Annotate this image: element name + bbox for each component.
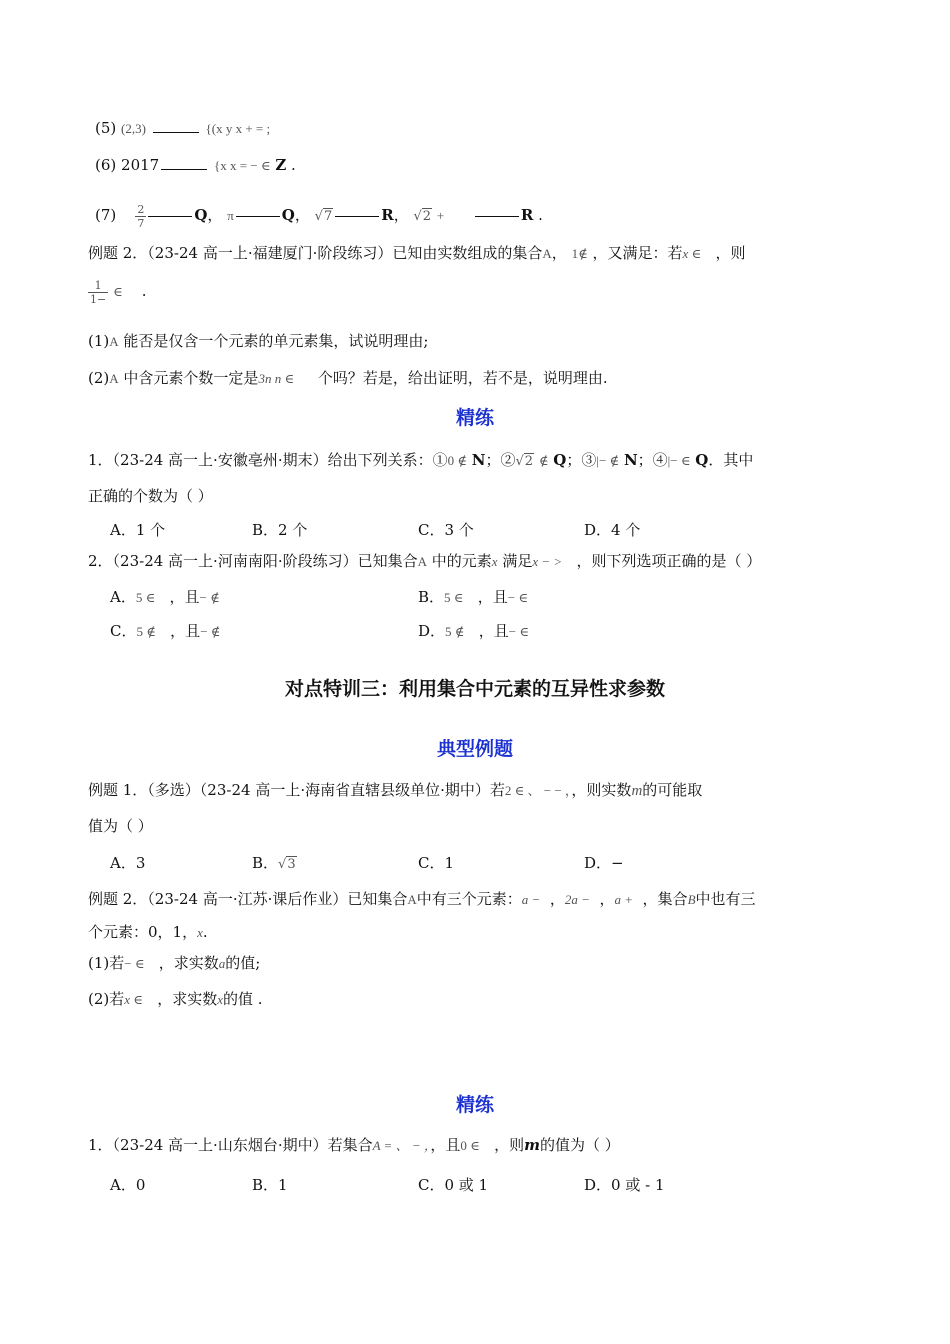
option-d[interactable]	[418, 621, 529, 642]
option-c[interactable]: C．1	[418, 854, 455, 872]
item-7	[95, 200, 543, 232]
condition-math-2: x ∈	[682, 246, 702, 261]
option-text: ，且	[477, 588, 508, 606]
not-element-symbol: ∉	[538, 453, 549, 468]
fraction-2-7	[135, 203, 146, 230]
naturals-symbol: N	[623, 451, 638, 469]
element-of-symbol: ∈	[113, 284, 123, 299]
practice-3-text: 1．（23-24 高一上·山东烟台·期中）若集合	[88, 1136, 373, 1154]
answer-blank	[475, 216, 519, 217]
fraction-denominator: 1−	[90, 292, 107, 306]
radicand: 2	[422, 209, 432, 224]
sqrt-2: √2	[515, 454, 534, 469]
set-math: 2 ∈ 、 − − ，	[504, 783, 572, 798]
plus-sign: +	[436, 208, 445, 223]
option-d[interactable]: D．0 或 - 1	[584, 1176, 665, 1194]
pi-symbol: π	[227, 208, 234, 223]
option-b[interactable]	[418, 587, 528, 608]
practice-2-text: 2．（23-24 高一上·河南南阳·阶段练习）已知集合	[88, 552, 418, 570]
radicand: 2	[524, 454, 534, 469]
option-a[interactable]: A．0	[110, 1176, 146, 1194]
item-6	[95, 155, 296, 176]
example-2-question-1	[88, 331, 428, 352]
option-math-1: 5 ∉	[445, 624, 465, 639]
variable-m: m	[631, 783, 643, 799]
example-1-text: 例题 1．（多选）（23-24 高一上·海南省直辖县级单位·期中）若	[88, 781, 505, 799]
option-b[interactable]: B．1	[252, 1176, 288, 1194]
example-2b-text: 例题 2．（23-24 高一·江苏·课后作业）已知集合	[88, 890, 408, 908]
condition-math: 0 ∈	[460, 1138, 480, 1153]
rationals-symbol: Q	[281, 206, 295, 224]
practice-2-text-4: ，则下列选项正确的是（ ）	[576, 552, 762, 570]
practice-3-line-1	[88, 1135, 620, 1156]
fraction-numerator: 2	[137, 202, 145, 216]
question-text: 中含元素个数一定是	[123, 369, 259, 387]
item-5-set: {(x y x + = ;	[205, 121, 271, 136]
practice-3-text-4: 的值为（ ）	[539, 1136, 620, 1154]
variable-x: x	[491, 554, 498, 569]
practice-1-line-1	[88, 450, 753, 472]
item-6-set: {x x = − ∈	[214, 158, 271, 173]
option-text: ，且	[169, 588, 200, 606]
rationals-symbol: Q	[695, 451, 709, 469]
fraction-denominator: 7	[137, 216, 145, 230]
variable-m: m	[524, 1136, 540, 1154]
option-math-1: 5 ∈	[135, 590, 156, 605]
answer-blank	[153, 120, 199, 133]
section-heading: 对点特训三：利用集合中元素的互异性求参数	[284, 678, 665, 700]
set-b-symbol: B	[687, 892, 696, 907]
example-2-line-1	[88, 243, 745, 264]
option-b[interactable]	[252, 853, 297, 875]
separator: ，	[207, 206, 223, 224]
answer-blank	[335, 216, 379, 217]
separator: ，	[599, 890, 615, 908]
question-math: x ∈	[124, 992, 143, 1007]
variable-a: a	[218, 956, 226, 971]
fraction-1-over-1-minus	[88, 279, 108, 306]
example-2-text-3: ，则	[715, 244, 746, 262]
separator: ，	[549, 890, 565, 908]
radicand: 3	[287, 857, 296, 872]
option-b[interactable]: B．2 个	[252, 521, 308, 539]
heading-practice: 精练	[455, 407, 494, 429]
example-1-text-3: 的可能取	[642, 781, 703, 799]
example-1-line-2: 值为（ ）	[88, 817, 153, 835]
separator: ；③	[566, 451, 597, 469]
answer-blank	[236, 216, 280, 217]
variable-x: x	[217, 992, 224, 1007]
item-6-end: .	[291, 156, 296, 174]
practice-1-text: 1．（23-24 高一上·安徽亳州·期末）给出下列关系：①	[88, 451, 448, 469]
integers-symbol: Z	[275, 156, 287, 174]
separator: ；②	[485, 451, 516, 469]
reals-symbol: R	[520, 206, 534, 224]
item-6-label: (6)	[95, 156, 117, 174]
relation-4: |− ∈	[667, 453, 691, 468]
heading-practice: 精练	[455, 1094, 494, 1116]
option-c[interactable]: C．3 个	[418, 521, 474, 539]
set-a-symbol: A	[542, 246, 552, 261]
element-3: a +	[614, 892, 633, 907]
question-text-2: 个吗？若是，给出证明，若不是，说明理由.	[317, 369, 608, 387]
separator: ，	[294, 206, 310, 224]
option-label: C．	[110, 622, 137, 640]
practice-1-text-end: ．其中	[708, 451, 754, 469]
option-a[interactable]: A．1 个	[110, 521, 166, 539]
example-1-text-2: ，则实数	[571, 781, 632, 799]
option-text: ，且	[478, 622, 509, 640]
radicand: 7	[323, 209, 333, 224]
relation-1: 0 ∉	[447, 453, 467, 468]
item-6-number: 2017	[121, 156, 160, 174]
example-2-line-2	[88, 276, 146, 307]
sqrt-2: √2	[413, 209, 432, 224]
question-text: ，求实数	[157, 990, 218, 1008]
option-math-2: − ∉	[199, 590, 220, 605]
question-text-2: 的值 .	[223, 990, 263, 1008]
practice-3-text-2: ，且	[430, 1136, 461, 1154]
answer-blank	[161, 157, 207, 170]
element-2: 2a −	[564, 892, 590, 907]
practice-1-line-2: 正确的个数为（ ）	[88, 487, 213, 505]
practice-2-line-1	[88, 551, 761, 572]
item-5	[95, 118, 270, 139]
period: .	[141, 282, 147, 300]
element-1: a −	[521, 892, 541, 907]
example-2b-text-5: 个元素：0，1，	[88, 923, 198, 941]
item-7-end: .	[538, 206, 543, 224]
option-math-1: 5 ∉	[136, 624, 156, 639]
variable-x: x	[197, 925, 203, 940]
separator: ，	[551, 244, 567, 262]
question-number: (1)	[88, 332, 110, 350]
option-label: A．	[110, 588, 136, 606]
option-math-1: 5 ∈	[444, 590, 464, 605]
example-2-text-2: ，又满足：若	[592, 244, 683, 262]
practice-2-text-3: 满足	[502, 552, 533, 570]
condition-math: 1∉	[571, 246, 588, 261]
item-5-label: (5)	[95, 119, 117, 137]
example-2b-line-2	[88, 922, 208, 943]
example-2-question-2	[88, 368, 608, 389]
option-c[interactable]	[110, 621, 220, 642]
option-a[interactable]	[110, 587, 220, 608]
question-text-2: 的值;	[225, 954, 261, 972]
naturals-symbol: N	[471, 451, 486, 469]
option-label: B．	[418, 588, 445, 606]
option-c[interactable]: C．0 或 1	[418, 1176, 489, 1194]
heading-typical-examples: 典型例题	[436, 738, 513, 760]
condition-math: x − >	[532, 554, 563, 569]
question-number: (2)若	[88, 990, 125, 1008]
question-number: (1)若	[88, 954, 125, 972]
example-2b-text-2: 中有三个元素：	[416, 890, 522, 908]
set-a-symbol: A	[109, 334, 119, 349]
rationals-symbol: Q	[553, 451, 567, 469]
item-5-point: (2,3)	[121, 121, 146, 136]
example-1-line-1	[88, 780, 702, 801]
practice-2-text-2: 中的元素	[431, 552, 492, 570]
example-2-text: 例题 2．（23-24 高一上·福建厦门·阶段练习）已知由实数组成的集合	[88, 244, 543, 262]
separator: ；④	[637, 451, 668, 469]
set-math: A = 、 − ，	[372, 1138, 431, 1153]
option-a[interactable]: A．3	[110, 854, 146, 872]
option-d[interactable]: D．−	[584, 854, 624, 872]
question-number: (2)	[88, 369, 110, 387]
option-math-2: − ∉	[200, 624, 221, 639]
relation-3: |− ∉	[596, 453, 620, 468]
option-label: B．	[252, 854, 279, 872]
set-a-symbol: A	[417, 554, 427, 569]
option-math-2: − ∈	[507, 590, 528, 605]
example-2b-question-2	[88, 989, 263, 1010]
practice-3-text-3: ，则	[494, 1136, 525, 1154]
item-7-label: (7)	[95, 206, 117, 224]
question-text: 能否是仅含一个元素的单元素集，试说明理由;	[123, 332, 429, 350]
question-text: ，求实数	[158, 954, 219, 972]
sqrt-3: √3	[278, 857, 296, 872]
answer-blank	[148, 216, 192, 217]
example-2b-line-1	[88, 889, 756, 910]
option-d[interactable]: D．4 个	[584, 521, 641, 539]
rationals-symbol: Q	[194, 206, 208, 224]
period: .	[202, 923, 208, 941]
option-text: ，且	[170, 622, 201, 640]
example-2b-question-1	[88, 953, 260, 974]
option-math-2: − ∈	[508, 624, 529, 639]
question-math: − ∈	[124, 956, 145, 971]
question-math: 3n n ∈	[258, 371, 295, 386]
example-2b-text-4: 中也有三	[695, 890, 756, 908]
reals-symbol: R	[381, 206, 394, 224]
separator: ，	[393, 206, 409, 224]
fraction-numerator: 1	[88, 279, 108, 293]
option-label: D．	[418, 622, 446, 640]
sqrt-7: √7	[314, 209, 333, 224]
set-a-symbol: A	[407, 892, 417, 907]
set-a-symbol: A	[109, 371, 119, 386]
example-2b-text-3: ，集合	[642, 890, 688, 908]
